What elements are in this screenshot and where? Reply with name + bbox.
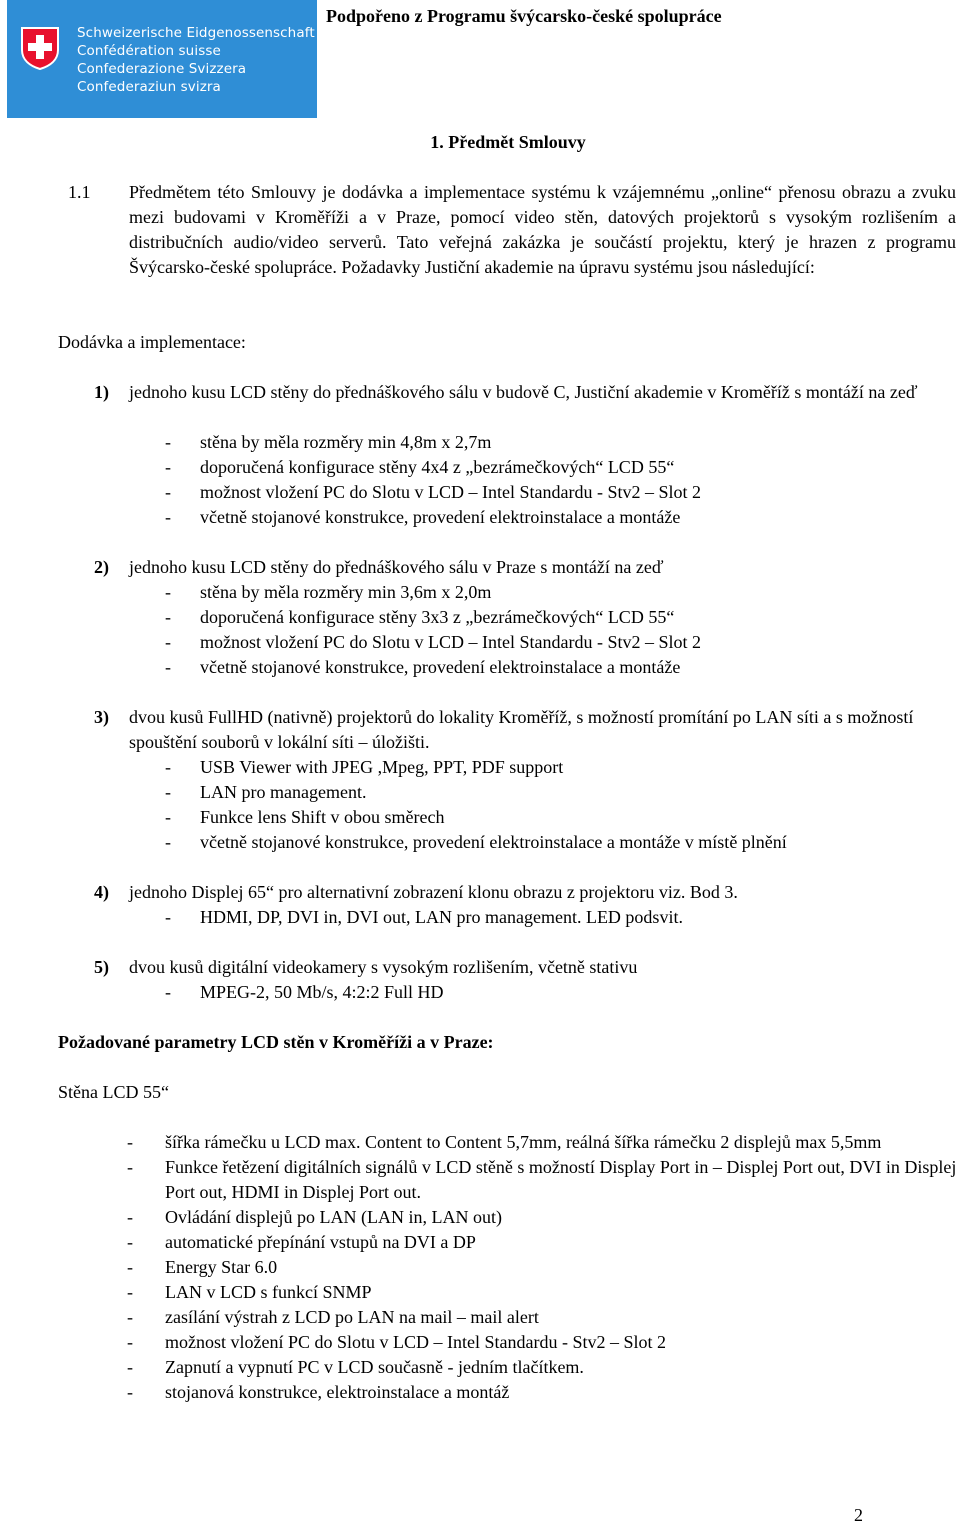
param-item: - Zapnutí a vypnutí PC v LCD současně - jedním tlačítkem. — [127, 1357, 584, 1377]
sub-item: - včetně stojanové konstrukce, provedení elektroinstalace a montáže — [165, 507, 681, 527]
intro-text: Předmětem této Smlouvy je dodávka a implementace systému k vzájemnému „online“ přenosu obrazu a zvuku mezi budovami v Kroměříži a v Praze, pomocí video stěn, datových projektorů s vysokým rozlišením a distribučních audio/video serverů. Tato veřejná zakázka je součástí projektu, který je hrazen z programu Švýcarsko-české spolupráce. Požadavky Justiční akademie na úpravu systému jsou následující: — [129, 182, 956, 277]
support-note: Podpořeno z Programu švýcarsko-české spolupráce — [326, 6, 722, 26]
param-item: - zasílání výstrah z LCD po LAN na mail – mail alert — [127, 1307, 539, 1327]
item-number: 3) — [94, 707, 109, 727]
sub-item: - včetně stojanové konstrukce, provedení elektroinstalace a montáže — [165, 657, 681, 677]
section-title: 1. Předmět Smlouvy — [430, 132, 586, 152]
sub-item: - LAN pro management. — [165, 782, 367, 802]
paragraph-number: 1.1 — [68, 182, 91, 202]
param-item: - šířka rámečku u LCD max. Content to Content 5,7mm, reálná šířka rámečku 2 displejů max 5,5mm — [127, 1132, 882, 1152]
sub-item: - doporučená konfigurace stěny 4x4 z „bezrámečkových“ LCD 55“ — [165, 457, 675, 477]
logo-line: Confederazione Svizzera — [77, 61, 247, 77]
sub-item: - MPEG-2, 50 Mb/s, 4:2:2 Full HD — [165, 982, 444, 1002]
swiss-shield-icon — [20, 26, 60, 70]
item-text: jednoho kusu LCD stěny do přednáškového sálu v budově C, Justiční akademie v Kroměříž s montáží na zeď — [129, 382, 918, 402]
list-item — [94, 380, 954, 405]
item-text: jednoho kusu LCD stěny do přednáškového sálu v Praze s montáží na zeď — [129, 557, 664, 577]
sub-item: - možnost vložení PC do Slotu v LCD – Intel Standardu - Stv2 – Slot 2 — [165, 482, 701, 502]
param-item: - stojanová konstrukce, elektroinstalace a montáž — [127, 1382, 510, 1402]
sub-item: - stěna by měla rozměry min 4,8m x 2,7m — [165, 432, 492, 452]
params-list — [127, 1130, 957, 1405]
item-number: 4) — [94, 882, 109, 902]
param-item: - Ovládání displejů po LAN (LAN in, LAN out) — [127, 1207, 502, 1227]
delivery-heading: Dodávka a implementace: — [58, 332, 246, 352]
sub-item: - stěna by měla rozměry min 3,6m x 2,0m — [165, 582, 492, 602]
swiss-confederation-logo — [7, 0, 317, 118]
item-number: 2) — [94, 557, 109, 577]
list-item — [94, 705, 954, 755]
sub-item: - HDMI, DP, DVI in, DVI out, LAN pro management. LED podsvit. — [165, 907, 683, 927]
logo-line: Confederaziun svizra — [77, 79, 221, 95]
param-item: - možnost vložení PC do Slotu v LCD – Intel Standardu - Stv2 – Slot 2 — [127, 1332, 666, 1352]
sub-item: - Funkce lens Shift v obou směrech — [165, 807, 445, 827]
item-number: 5) — [94, 957, 109, 977]
item-text: jednoho Displej 65“ pro alternativní zobrazení klonu obrazu z projektoru viz. Bod 3. — [129, 882, 738, 902]
sub-item: - včetně stojanové konstrukce, provedení elektroinstalace a montáže v místě plnění — [165, 832, 787, 852]
param-item: - automatické přepínání vstupů na DVI a DP — [127, 1232, 476, 1252]
logo-line: Confédération suisse — [77, 43, 221, 59]
item-text: dvou kusů digitální videokamery s vysokým rozlišením, včetně stativu — [129, 957, 638, 977]
logo-text — [77, 24, 315, 96]
sub-item: - možnost vložení PC do Slotu v LCD – Intel Standardu - Stv2 – Slot 2 — [165, 632, 701, 652]
list-item — [94, 880, 954, 905]
intro-paragraph — [58, 180, 956, 280]
logo-line: Schweizerische Eidgenossenschaft — [77, 25, 315, 41]
list-item — [94, 955, 954, 980]
sub-item: - doporučená konfigurace stěny 3x3 z „bezrámečkových“ LCD 55“ — [165, 607, 675, 627]
param-item: - Funkce řetězení digitálních signálů v LCD stěně s možností Display Port in – Displej Port out, DVI in Displej Port out, HDMI in Displej Port out. — [127, 1157, 957, 1202]
item-number: 1) — [94, 382, 109, 402]
params-heading: Požadované parametry LCD stěn v Kroměříži a v Praze: — [58, 1032, 494, 1052]
param-item: - Energy Star 6.0 — [127, 1257, 278, 1277]
wall-label: Stěna LCD 55“ — [58, 1082, 169, 1102]
item-text: dvou kusů FullHD (nativně) projektorů do lokality Kroměříž, s možností promítání po LAN síti a s možností spouštění souborů v lokální síti – úložišti. — [129, 707, 914, 752]
sub-item: - USB Viewer with JPEG ,Mpeg, PPT, PDF support — [165, 757, 564, 777]
page-number: 2 — [854, 1505, 863, 1525]
list-item — [94, 555, 954, 580]
param-item: - LAN v LCD s funkcí SNMP — [127, 1282, 372, 1302]
